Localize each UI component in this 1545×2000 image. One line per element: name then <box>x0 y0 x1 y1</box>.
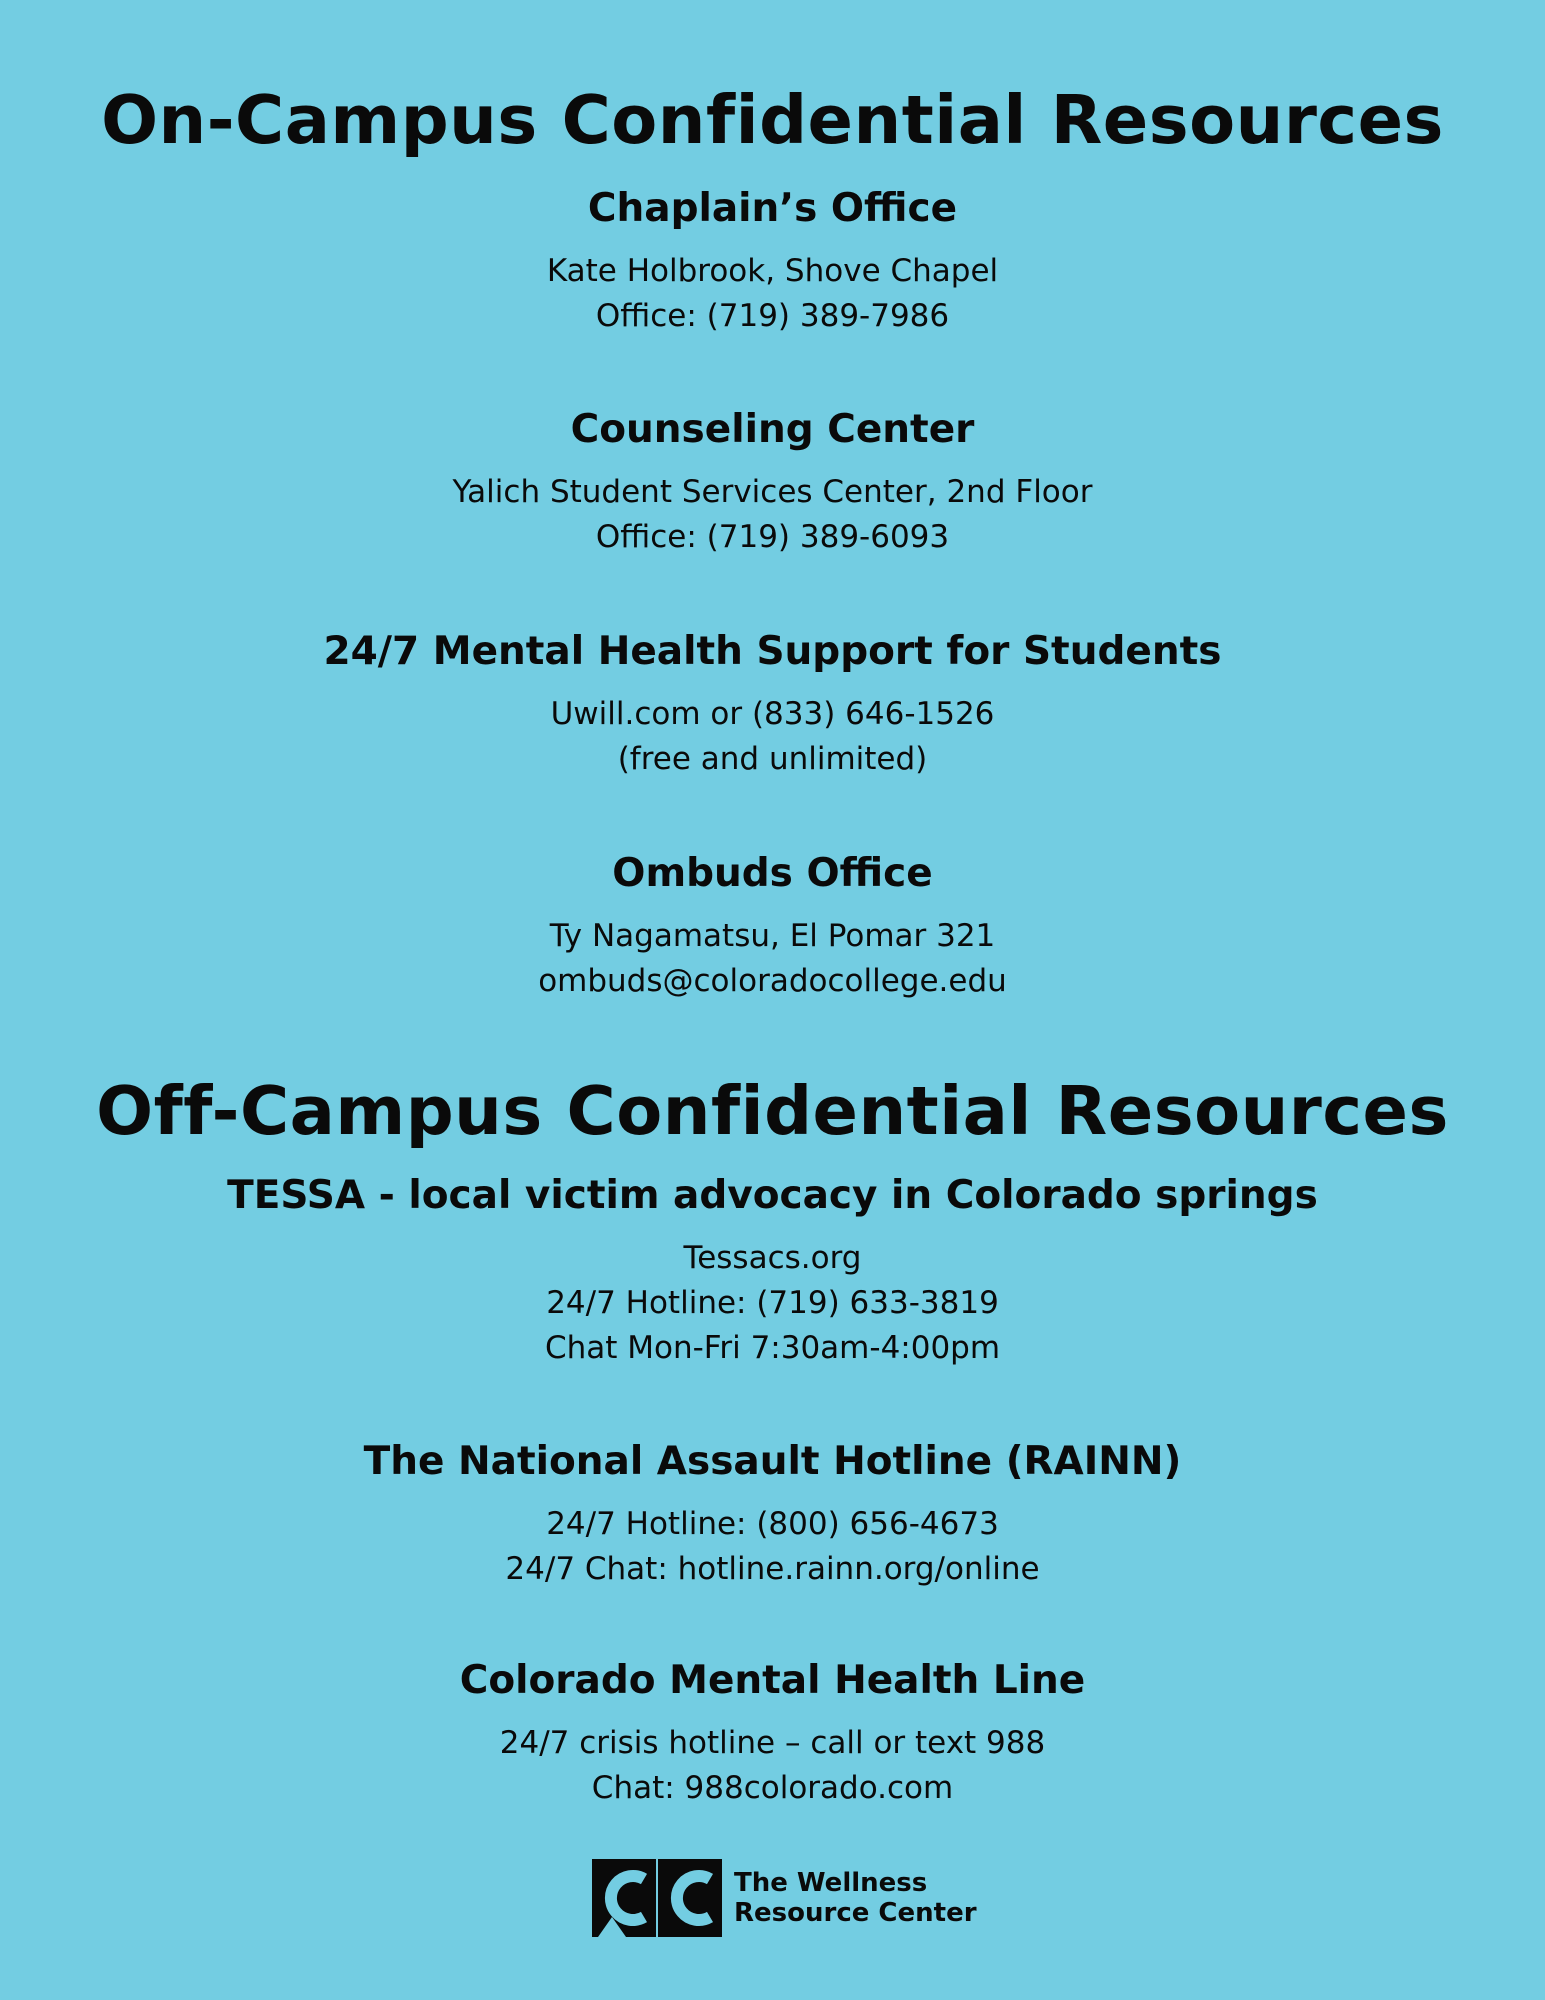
entry-rainn <box>0 1438 1545 1592</box>
entry-line: (free and unlimited) <box>617 741 928 777</box>
entry-line: Chat Mon-Fri 7:30am-4:00pm <box>544 1330 1001 1366</box>
entry-title: Ombuds Office <box>612 851 933 896</box>
entry-phone: 24/7 Hotline: (719) 633-3819 <box>546 1285 999 1321</box>
entry-line: Yalich Student Services Center, 2nd Floor <box>452 474 1093 510</box>
entry-email: ombuds@coloradocollege.edu <box>538 963 1007 999</box>
off-campus-heading: Off-Campus Confidential Resources <box>96 1072 1449 1150</box>
entry-line: Ty Nagamatsu, El Pomar 321 <box>549 918 996 954</box>
entry-phone: Office: (719) 389-7986 <box>595 298 950 334</box>
entry-line: 24/7 Chat: hotline.rainn.org/online <box>505 1551 1040 1587</box>
entry-title: The National Assault Hotline (RAINN) <box>363 1439 1182 1484</box>
logo-text <box>734 1868 977 1928</box>
entry-title: Counseling Center <box>570 407 975 452</box>
wellness-center-logo <box>592 1858 977 1938</box>
entry-title: 24/7 Mental Health Support for Students <box>323 629 1222 674</box>
entry-website: Tessacs.org <box>683 1240 862 1276</box>
entry-phone: Office: (719) 389-6093 <box>595 519 950 555</box>
entry-phone: 24/7 Hotline: (800) 656-4673 <box>546 1506 999 1542</box>
entry-title: Chaplain’s Office <box>587 186 958 231</box>
on-campus-heading: On-Campus Confidential Resources <box>101 81 1444 159</box>
entry-line: 24/7 crisis hotline – call or text 988 <box>499 1725 1046 1761</box>
entry-chaplains-office <box>0 185 1545 339</box>
entry-counseling-center <box>0 406 1545 560</box>
entry-title: TESSA - local victim advocacy in Colorado springs <box>227 1173 1318 1218</box>
entry-tessa <box>0 1172 1545 1371</box>
logo-text-line2: Resource Center <box>734 1898 977 1928</box>
entry-ombuds-office <box>0 850 1545 1004</box>
cc-logo-icon <box>592 1859 722 1937</box>
entry-colorado-mental-health-line <box>0 1657 1545 1811</box>
entry-line: Uwill.com or (833) 646-1526 <box>550 696 995 732</box>
logo-text-line1: The Wellness <box>734 1868 928 1898</box>
entry-mental-health-support <box>0 628 1545 782</box>
entry-line: Chat: 988colorado.com <box>591 1770 954 1806</box>
entry-line: Kate Holbrook, Shove Chapel <box>546 253 999 289</box>
entry-title: Colorado Mental Health Line <box>459 1658 1086 1703</box>
